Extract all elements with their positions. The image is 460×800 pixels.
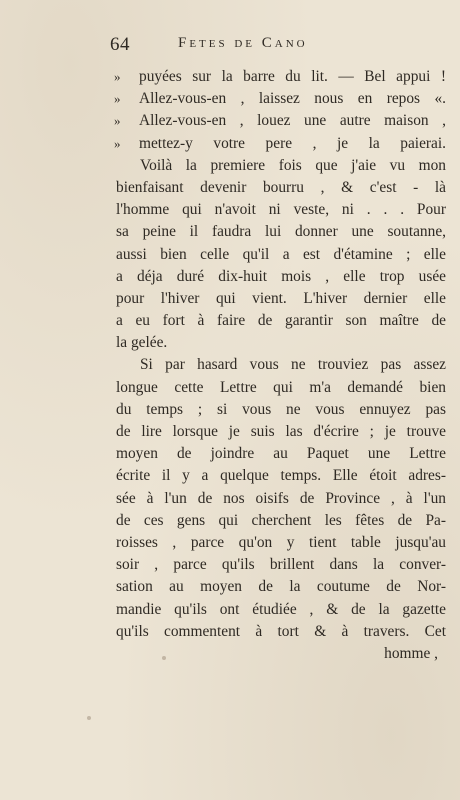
quote-mark: » bbox=[114, 113, 121, 129]
text-line: qu'ils commentent à tort & à travers. Cet bbox=[116, 622, 446, 640]
text-line: de lire lorsque je suis las d'écrire ; je trouve bbox=[116, 423, 446, 440]
text-line: sée à l'un de nos oisifs de Province , à l'un bbox=[116, 489, 446, 507]
quote-mark: » bbox=[114, 135, 121, 151]
text-line: soir , parce qu'ils brillent dans la conver- bbox=[116, 556, 446, 574]
text-line: la gelée. bbox=[116, 334, 168, 352]
text-line: moyen de joindre au Paquet une Lettre bbox=[116, 445, 446, 463]
text-line: de ces gens qui cherchent les fêtes de Pa- bbox=[116, 511, 446, 529]
page-number: 64 bbox=[110, 34, 130, 55]
running-head: Fetes de Cano bbox=[178, 35, 308, 51]
quote-mark: » bbox=[114, 91, 121, 107]
text-line: l'homme qui n'avoit ni veste, ni . . . Pour bbox=[116, 201, 446, 219]
text-line: a eu fort à faire de garantir son maître de bbox=[116, 312, 446, 330]
text-line: longue cette Lettre qui m'a demandé bien bbox=[116, 378, 446, 396]
line-text: Allez-vous-en , laissez nous en repos «. bbox=[139, 90, 446, 108]
quote-mark: » bbox=[114, 69, 121, 84]
paper-speck bbox=[162, 656, 166, 660]
text-line: sation au moyen de la coutume de Nor- bbox=[116, 578, 446, 596]
text-line: Voilà la premiere fois que j'aie vu mon bbox=[140, 156, 446, 174]
text-line: écrite il y a quelque temps. Elle étoit adres- bbox=[116, 467, 446, 485]
paper-speck bbox=[87, 716, 91, 720]
catchword: homme , bbox=[384, 644, 438, 662]
text-line: pour l'hiver qui vient. L'hiver dernier elle bbox=[116, 289, 446, 307]
text-line: aussi bien celle qu'il a est d'étamine ; elle bbox=[116, 245, 446, 263]
text-line bbox=[116, 110, 446, 132]
text-line: roisses , parce qu'on y tient table jusqu'au bbox=[116, 533, 446, 551]
text-line: sa peine il faudra lui donner une soutanne, bbox=[116, 223, 446, 241]
line-text: Allez-vous-en , louez une autre maison , bbox=[139, 112, 446, 130]
line-text: mettez-y votre pere , je la paierai. bbox=[139, 134, 446, 152]
text-line: mandie qu'ils ont étudiée , & de la gazette bbox=[116, 600, 446, 618]
body-text bbox=[116, 66, 446, 665]
text-line: du temps ; si vous ne vous ennuyez pas bbox=[116, 400, 446, 418]
text-line bbox=[116, 66, 446, 88]
line-text: puyées sur la barre du lit. — Bel appui ! bbox=[139, 68, 446, 85]
text-line bbox=[116, 88, 446, 110]
text-line: bienfaisant devenir bourru , & c'est - là bbox=[116, 178, 446, 196]
text-line bbox=[116, 133, 446, 155]
text-line: a déja duré dix-huit mois , elle trop usée bbox=[116, 267, 446, 285]
text-line: Si par hasard vous ne trouviez pas assez bbox=[140, 356, 446, 374]
